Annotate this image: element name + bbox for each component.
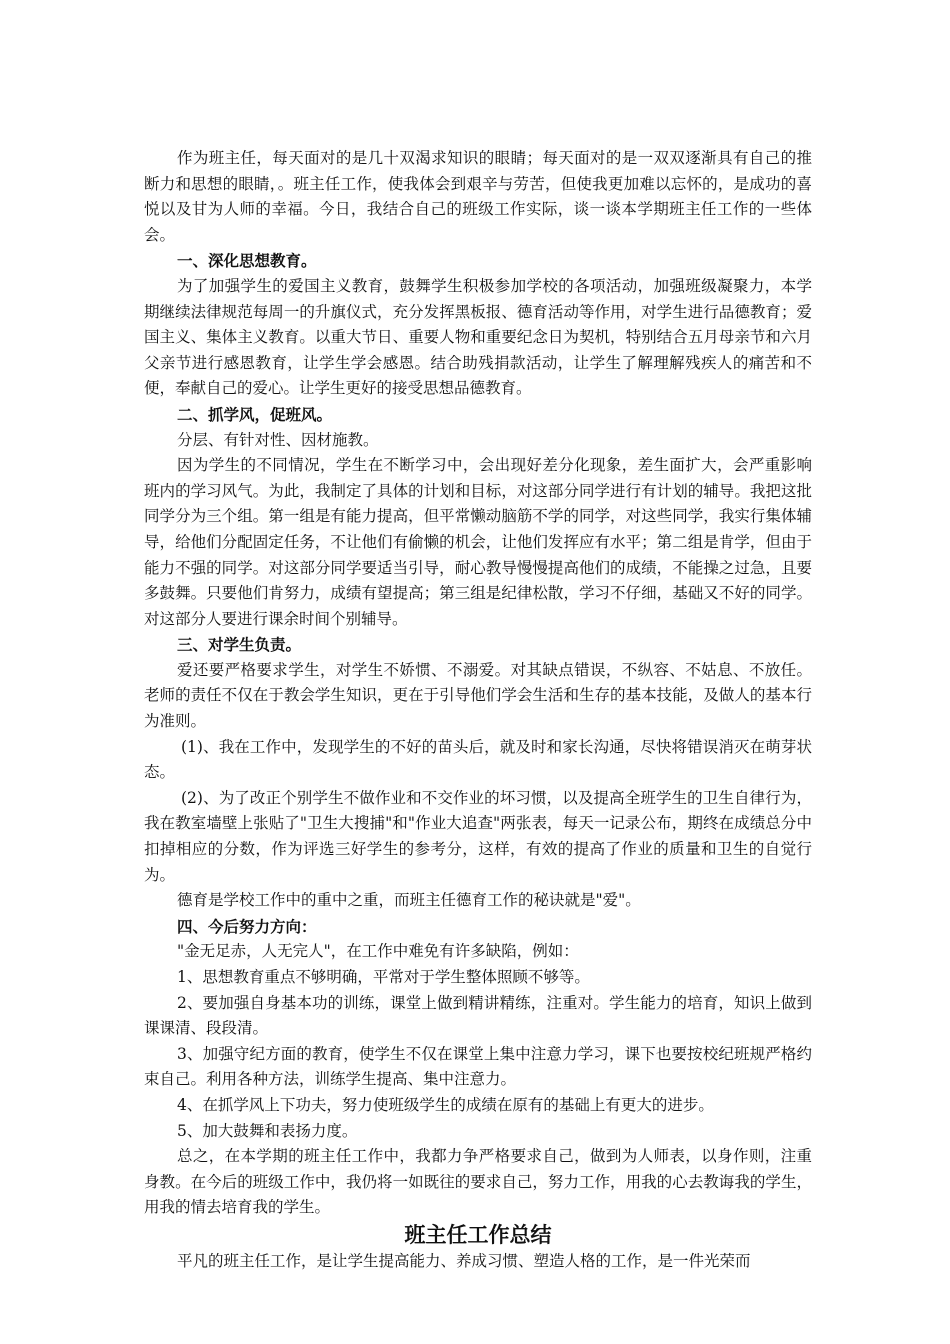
conclusion-paragraph: 总之，在本学期的班主任工作中，我都力争严格要求自己，做到为人师表，以身作则，注重身教。在今后的班级工作中，我仍将一如既往的要求自己，努力工作，用我的心去教诲我的学生，用我的情去培育我的学生。 xyxy=(144,1147,812,1217)
list-item: 5、加大鼓舞和表扬力度。 xyxy=(177,1121,358,1140)
intro-paragraph: 作为班主任，每天面对的是几十双渴求知识的眼睛；每天面对的是一双双逐渐具有自己的推断力和思想的眼睛，。班主任工作，使我体会到艰辛与劳苦，但使我更加难以忘怀的，是成功的喜悦以及甘为人师的幸福。今日，我结合自己的班级工作实际，谈一谈本学期班主任工作的一些体会。 xyxy=(144,149,812,244)
section-3-item-2: (2)、为了改正个别学生不做作业和不交作业的坏习惯，以及提高全班学生的卫生自律行为，我在教室墙壁上张贴了"卫生大搜捕"和"作业大追查"两张表，每天一记录公布，期终在成绩总分中扣掉相应的分数，作为评选三好学生的参考分，这样，有效的提高了作业的质量和卫生的自觉行为。 xyxy=(144,788,812,884)
section-2-lead: 分层、有针对性、因材施教。 xyxy=(177,430,379,449)
document-page xyxy=(144,146,812,1275)
section-heading-1: 一、深化思想教育。 xyxy=(177,251,317,271)
section-heading-3: 三、对学生负责。 xyxy=(177,635,302,655)
section-2-paragraph: 因为学生的不同情况，学生在不断学习中，会出现好差分化现象，差生面扩大，会严重影响班内的学习风气。为此，我制定了具体的计划和目标，对这部分同学进行有计划的辅导。我把这批同学分为三个组。第一组是有能力提高，但平常懒动脑筋不学的同学，对这些同学，我实行集体辅导，给他们分配固定任务，不让他们有偷懒的机会，让他们发挥应有水平；第二组是肯学，但由于能力不强的同学。对这部分同学要适当引导，耐心教导慢慢提高他们的成绩，不能操之过急，且要多鼓舞。只要他们肯努力，成绩有望提高；第三组是纪律松散，学习不仔细，基础又不好的同学。对这部分人要进行课余时间个别辅导。 xyxy=(144,456,812,628)
list-item: 2、要加强自身基本功的训练，课堂上做到精讲精练，注重对。学生能力的培育，知识上做到课课清、段段清。 xyxy=(144,993,812,1038)
next-article-intro: 平凡的班主任工作，是让学生提高能力、养成习惯、塑造人格的工作，是一件光荣而 xyxy=(177,1251,751,1270)
section-3-item-1: (1)、我在工作中，发现学生的不好的苗头后，就及时和家长沟通，尽快将错误消灭在萌芽状态。 xyxy=(144,737,812,782)
section-3-closing: 德育是学校工作中的重中之重，而班主任德育工作的秘诀就是"爱"。 xyxy=(177,891,641,910)
section-3-paragraph: 爱还要严格要求学生，对学生不娇惯、不溺爱。对其缺点错误，不纵容、不姑息、不放任。老师的责任不仅在于教会学生知识，更在于引导他们学会生活和生存的基本技能，及做人的基本行为准则。 xyxy=(144,660,812,731)
list-item: 4、在抓学风上下功夫，努力使班级学生的成绩在原有的基础上有更大的进步。 xyxy=(177,1095,714,1114)
next-article-title: 班主任工作总结 xyxy=(404,1222,552,1247)
list-item: 3、加强守纪方面的教育，使学生不仅在课堂上集中注意力学习，课下也要按校纪班规严格约束自己。利用各种方法，训练学生提高、集中注意力。 xyxy=(144,1044,812,1089)
section-heading-2: 二、抓学风，促班风。 xyxy=(177,404,333,424)
section-heading-4: 四、今后努力方向： xyxy=(177,916,317,936)
list-item: 1、思想教育重点不够明确，平常对于学生整体照顾不够等。 xyxy=(177,968,590,986)
section-1-paragraph: 为了加强学生的爱国主义教育，鼓舞学生积极参加学校的各项活动，加强班级凝聚力，本学期继续法律规范每周一的升旗仪式，充分发挥黑板报、德育活动等作用，对学生进行品德教育；爱国主义、集体主义教育。以重大节日、重要人物和重要纪念日为契机，特别结合五月母亲节和六月父亲节进行感恩教育，让学生学会感恩。结合助残捐款活动，让学生了解理解残疾人的痛苦和不便，奉献自己的爱心。让学生更好的接受思想品德教育。 xyxy=(144,276,812,398)
section-4-lead: "金无足赤，人无完人"，在工作中难免有许多缺陷，例如： xyxy=(177,942,579,961)
